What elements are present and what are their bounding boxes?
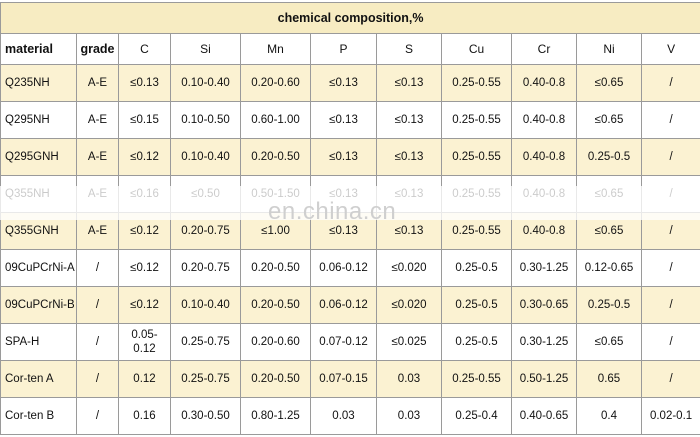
material-cell: 09CuPCrNi-B xyxy=(1,287,77,324)
value-cell: 0.20-0.50 xyxy=(241,139,311,176)
value-cell: 0.40-0.8 xyxy=(512,213,577,250)
value-cell: 0.50-1.25 xyxy=(512,361,577,398)
value-cell: ≤0.13 xyxy=(119,65,171,102)
value-cell: 0.03 xyxy=(377,361,442,398)
header-col-7: Cu xyxy=(442,34,512,65)
table-row xyxy=(1,250,700,287)
value-cell: / xyxy=(642,65,700,102)
value-cell: ≤0.025 xyxy=(377,324,442,361)
table-row xyxy=(1,102,700,139)
value-cell: 0.10-0.40 xyxy=(171,287,241,324)
value-cell: 0.25-0.55 xyxy=(442,102,512,139)
value-cell: 0.20-0.75 xyxy=(171,213,241,250)
table-row xyxy=(1,65,700,102)
table-row xyxy=(1,361,700,398)
header-material: material xyxy=(1,34,77,65)
header-col-6: S xyxy=(377,34,442,65)
value-cell: 0.25-0.5 xyxy=(577,139,642,176)
header-row xyxy=(1,34,700,65)
value-cell: ≤0.13 xyxy=(311,102,377,139)
material-cell: Q295NH xyxy=(1,102,77,139)
value-cell: 0.25-0.4 xyxy=(442,398,512,435)
value-cell: 0.40-0.8 xyxy=(512,65,577,102)
value-cell: ≤0.13 xyxy=(311,213,377,250)
value-cell: ≤0.13 xyxy=(377,213,442,250)
value-cell: 0.30-0.50 xyxy=(171,398,241,435)
value-cell: 0.25-0.55 xyxy=(442,361,512,398)
grade-cell: A-E xyxy=(77,65,119,102)
value-cell: ≤0.13 xyxy=(377,139,442,176)
value-cell: / xyxy=(642,250,700,287)
value-cell: ≤1.00 xyxy=(241,213,311,250)
value-cell: 0.20-0.50 xyxy=(241,250,311,287)
material-cell: 09CuPCrNi-A xyxy=(1,250,77,287)
value-cell: 0.03 xyxy=(311,398,377,435)
table-body xyxy=(1,65,700,435)
material-cell: Cor-ten B xyxy=(1,398,77,435)
value-cell: 0.20-0.60 xyxy=(241,65,311,102)
value-cell: ≤0.13 xyxy=(377,65,442,102)
value-cell: ≤0.13 xyxy=(311,139,377,176)
value-cell: 0.20-0.50 xyxy=(241,287,311,324)
value-cell: / xyxy=(642,102,700,139)
table-row xyxy=(1,324,700,361)
value-cell: 0.03 xyxy=(377,398,442,435)
value-cell: ≤0.13 xyxy=(311,65,377,102)
value-cell: 0.02-0.1 xyxy=(642,398,700,435)
value-cell: / xyxy=(642,361,700,398)
value-cell: 0.25-0.5 xyxy=(577,287,642,324)
value-cell: 0.40-0.65 xyxy=(512,398,577,435)
value-cell: 0.25-0.5 xyxy=(442,287,512,324)
value-cell: 0.60-1.00 xyxy=(241,102,311,139)
value-cell: 0.20-0.50 xyxy=(241,361,311,398)
grade-cell: A-E xyxy=(77,213,119,250)
value-cell: 0.30-1.25 xyxy=(512,250,577,287)
value-cell: / xyxy=(642,139,700,176)
header-grade: grade xyxy=(77,34,119,65)
value-cell: 0.25-0.55 xyxy=(442,65,512,102)
header-col-8: Cr xyxy=(512,34,577,65)
header-col-2: C xyxy=(119,34,171,65)
value-cell: 0.25-0.55 xyxy=(442,139,512,176)
material-cell: Cor-ten A xyxy=(1,361,77,398)
value-cell: 0.06-0.12 xyxy=(311,250,377,287)
grade-cell: / xyxy=(77,287,119,324)
value-cell: 0.4 xyxy=(577,398,642,435)
value-cell: 0.25-0.5 xyxy=(442,250,512,287)
value-cell: 0.80-1.25 xyxy=(241,398,311,435)
value-cell: ≤0.12 xyxy=(119,213,171,250)
value-cell: 0.65 xyxy=(577,361,642,398)
value-cell: 0.25-0.75 xyxy=(171,361,241,398)
value-cell: 0.25-0.75 xyxy=(171,324,241,361)
material-cell: Q355GNH xyxy=(1,213,77,250)
material-cell: SPA-H xyxy=(1,324,77,361)
value-cell: 0.40-0.8 xyxy=(512,102,577,139)
value-cell: ≤0.020 xyxy=(377,250,442,287)
value-cell: ≤0.65 xyxy=(577,324,642,361)
table-row xyxy=(1,287,700,324)
value-cell: ≤0.12 xyxy=(119,139,171,176)
value-cell: ≤0.12 xyxy=(119,287,171,324)
value-cell: 0.05-0.12 xyxy=(119,324,171,361)
grade-cell: / xyxy=(77,250,119,287)
value-cell: ≤0.020 xyxy=(377,287,442,324)
grade-cell: / xyxy=(77,324,119,361)
grade-cell: / xyxy=(77,398,119,435)
value-cell: 0.30-0.65 xyxy=(512,287,577,324)
material-cell: Q235NH xyxy=(1,65,77,102)
header-col-3: Si xyxy=(171,34,241,65)
value-cell: 0.30-1.25 xyxy=(512,324,577,361)
header-col-4: Mn xyxy=(241,34,311,65)
value-cell: ≤0.65 xyxy=(577,102,642,139)
value-cell: 0.25-0.5 xyxy=(442,324,512,361)
table-row xyxy=(1,139,700,176)
grade-cell: / xyxy=(77,361,119,398)
watermark: en.china.cn xyxy=(268,198,397,225)
grade-cell: A-E xyxy=(77,102,119,139)
value-cell: 0.25-0.55 xyxy=(442,213,512,250)
material-cell: Q295GNH xyxy=(1,139,77,176)
table-row xyxy=(1,398,700,435)
value-cell: 0.12-0.65 xyxy=(577,250,642,287)
value-cell: 0.07-0.15 xyxy=(311,361,377,398)
value-cell: 0.07-0.12 xyxy=(311,324,377,361)
value-cell: 0.10-0.40 xyxy=(171,65,241,102)
header-col-10: V xyxy=(642,34,700,65)
header-col-5: P xyxy=(311,34,377,65)
value-cell: / xyxy=(642,324,700,361)
value-cell: 0.16 xyxy=(119,398,171,435)
value-cell: 0.10-0.50 xyxy=(171,102,241,139)
value-cell: ≤0.65 xyxy=(577,65,642,102)
value-cell: / xyxy=(642,287,700,324)
value-cell: 0.10-0.40 xyxy=(171,139,241,176)
value-cell: 0.12 xyxy=(119,361,171,398)
grade-cell: A-E xyxy=(77,139,119,176)
value-cell: / xyxy=(642,213,700,250)
header-col-9: Ni xyxy=(577,34,642,65)
value-cell: ≤0.65 xyxy=(577,213,642,250)
value-cell: ≤0.13 xyxy=(377,102,442,139)
value-cell: ≤0.12 xyxy=(119,250,171,287)
value-cell: 0.06-0.12 xyxy=(311,287,377,324)
value-cell: 0.20-0.75 xyxy=(171,250,241,287)
table-title: chemical composition,% xyxy=(1,3,700,34)
value-cell: 0.40-0.8 xyxy=(512,139,577,176)
value-cell: 0.20-0.60 xyxy=(241,324,311,361)
value-cell: ≤0.15 xyxy=(119,102,171,139)
